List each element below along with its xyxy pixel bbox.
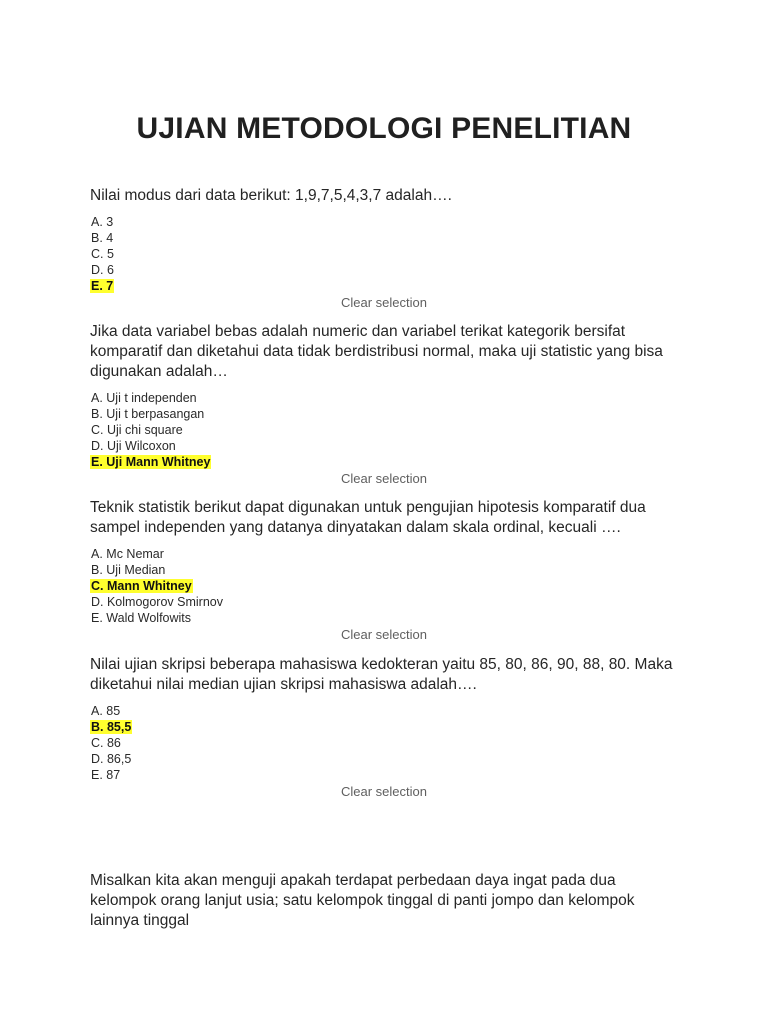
question-text: Nilai modus dari data berikut: 1,9,7,5,4,3,7 adalah…. <box>90 187 452 204</box>
answer-option-a[interactable]: A. Uji t independen <box>91 391 197 405</box>
question-4 <box>90 655 675 783</box>
answer-option-a[interactable]: A. 3 <box>91 215 114 229</box>
answer-option-e[interactable]: E. Uji Mann Whitney <box>91 455 211 469</box>
clear-selection-button-1[interactable]: Clear selection <box>341 295 427 310</box>
question-1 <box>90 186 675 294</box>
answer-option-c[interactable]: C. Mann Whitney <box>91 579 192 593</box>
answer-options <box>90 703 675 783</box>
question-text: Jika data variabel bebas adalah numeric dan variabel terikat kategorik bersifat komparatif dan diketahui data tidak berdistribusi normal, maka uji statistic yang bisa digunakan adalah… <box>90 323 663 380</box>
answer-option-d[interactable]: D. Kolmogorov Smirnov <box>91 595 223 609</box>
answer-option-b[interactable]: B. 4 <box>91 231 114 245</box>
answer-option-c[interactable]: C. 5 <box>91 247 114 261</box>
answer-option-b[interactable]: B. Uji t berpasangan <box>91 407 205 421</box>
answer-option-b[interactable]: B. Uji Median <box>91 563 166 577</box>
answer-option-d[interactable]: D. Uji Wilcoxon <box>91 439 176 453</box>
question-text: Misalkan kita akan menguji apakah terdapat perbedaan daya ingat pada dua kelompok orang lanjut usia; satu kelompok tinggal di panti jompo dan kelompok lainnya tinggal <box>90 872 635 929</box>
answer-option-e[interactable]: E. 7 <box>91 279 114 293</box>
question-2 <box>90 322 675 470</box>
answer-options <box>90 214 675 294</box>
answer-options <box>90 390 675 470</box>
answer-option-e[interactable]: E. 87 <box>91 768 121 782</box>
answer-option-d[interactable]: D. 6 <box>91 263 114 277</box>
answer-options <box>90 546 675 626</box>
answer-option-c[interactable]: C. 86 <box>91 736 121 750</box>
clear-selection-button-2[interactable]: Clear selection <box>341 471 427 486</box>
answer-option-c[interactable]: C. Uji chi square <box>91 423 183 437</box>
clear-selection-button-3[interactable]: Clear selection <box>341 627 427 642</box>
answer-option-a[interactable]: A. 85 <box>91 704 121 718</box>
clear-selection-button-4[interactable]: Clear selection <box>341 784 427 799</box>
question-3 <box>90 498 675 626</box>
question-5 <box>90 871 675 939</box>
answer-option-b[interactable]: B. 85,5 <box>91 720 132 734</box>
question-text: Teknik statistik berikut dapat digunakan untuk pengujian hipotesis komparatif dua sampel independen yang datanya dinyatakan dalam skala ordinal, kecuali …. <box>90 499 646 536</box>
page-title: UJIAN METODOLOGI PENELITIAN <box>136 112 632 145</box>
answer-option-d[interactable]: D. 86,5 <box>91 752 132 766</box>
answer-option-e[interactable]: E. Wald Wolfowits <box>91 611 192 625</box>
answer-option-a[interactable]: A. Mc Nemar <box>91 547 164 561</box>
question-text: Nilai ujian skripsi beberapa mahasiswa kedokteran yaitu 85, 80, 86, 90, 88, 80. Maka diketahui nilai median ujian skripsi mahasiswa adalah…. <box>90 656 673 693</box>
